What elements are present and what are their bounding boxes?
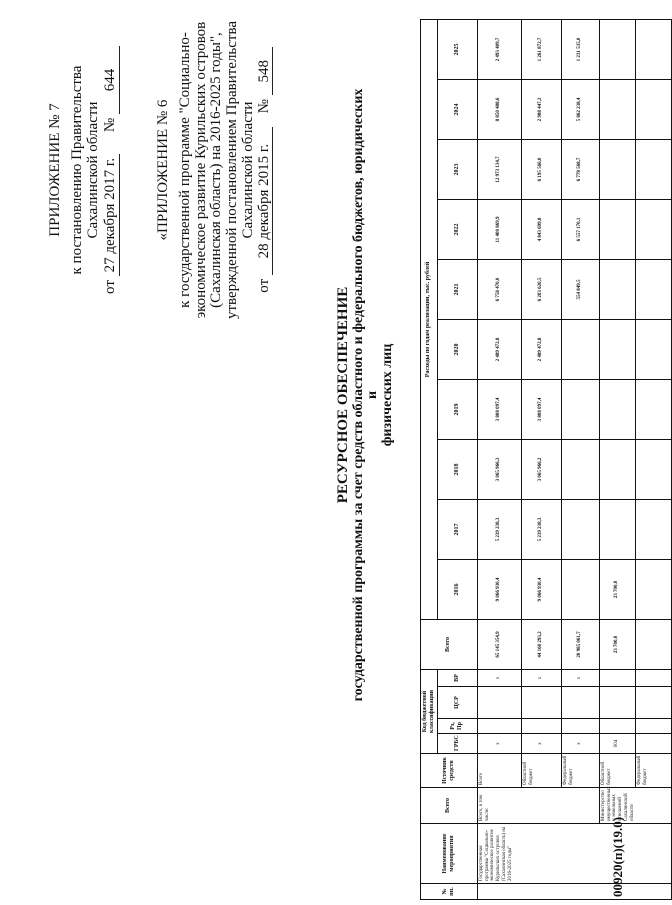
year-value-cell: 6 778 568,7 <box>561 139 599 199</box>
title-line3: физических лиц <box>380 343 396 447</box>
title-line1: РЕСУРСНОЕ ОБЕСПЕЧЕНИЕ <box>335 286 351 504</box>
table-row <box>477 19 521 899</box>
year-value-cell <box>599 319 635 379</box>
grbs-cell <box>635 734 671 754</box>
table-cell <box>635 687 671 719</box>
year-2021: 2021 <box>437 259 477 319</box>
source-cell: Областной бюджет <box>521 754 561 788</box>
year-value-cell <box>635 139 671 199</box>
year-value-cell: 2 489 472,8 <box>477 319 521 379</box>
year-2016: 2016 <box>437 559 477 619</box>
total-cell: 20 985 061,7 <box>561 619 599 669</box>
sub-line2: экономическое развитие Курильских островов <box>192 21 209 319</box>
sub-date-line <box>257 20 274 320</box>
total-cell: 23 700,0 <box>599 619 635 669</box>
year-value-cell <box>635 199 671 259</box>
year-value-cell: 9 066 930,4 <box>521 559 561 619</box>
year-2017: 2017 <box>437 499 477 559</box>
year-value-cell: 554 849,5 <box>561 259 599 319</box>
year-value-cell <box>561 379 599 439</box>
sub-line5: Сахалинской области <box>239 101 256 239</box>
col-budget-code: Код бюджетной классификации <box>421 669 438 753</box>
sub-appendix-title: «ПРИЛОЖЕНИЕ № 6 <box>155 99 171 241</box>
vr-cell: х <box>477 669 521 686</box>
table-cell <box>635 719 671 734</box>
table-cell <box>561 719 599 734</box>
vr-cell <box>599 669 635 686</box>
source-cell: Федеральный бюджет <box>635 754 671 788</box>
sub-from-label: от <box>255 278 272 293</box>
program-name: Государственная программа "Социально-экономическое развитие Курильских островов (Сахалинская область) на 2016-2025 годы" <box>477 824 671 884</box>
year-2023: 2023 <box>437 139 477 199</box>
year-value-cell: 1 231 535,0 <box>561 19 599 79</box>
year-value-cell <box>635 19 671 79</box>
responsible-cell: Министерство имущественных и земельных отношений Сахалинской области <box>599 788 671 824</box>
year-value-cell <box>599 259 635 319</box>
year-value-cell: 5 239 238,3 <box>521 499 561 559</box>
source-cell: Всего <box>477 754 521 788</box>
year-value-cell <box>599 79 635 139</box>
year-value-cell <box>561 319 599 379</box>
source-cell: Федеральный бюджет <box>561 754 599 788</box>
year-value-cell: 11 400 869,9 <box>477 199 521 259</box>
year-2020: 2020 <box>437 319 477 379</box>
sub-date: 28 декабря 2015 г. <box>257 127 274 275</box>
table-cell <box>599 719 635 734</box>
col-responsible: Всего <box>421 788 478 824</box>
region: Сахалинской области <box>84 101 101 239</box>
year-value-cell: 5 239 238,3 <box>477 499 521 559</box>
col-rzpr: Рз, Пр <box>437 719 477 734</box>
vr-cell <box>635 669 671 686</box>
sub-line1: к государственной программе "Социально- <box>176 32 193 308</box>
total-cell <box>635 619 671 669</box>
grbs-cell: х <box>477 734 521 754</box>
year-2024: 2024 <box>437 79 477 139</box>
year-value-cell <box>599 19 635 79</box>
year-value-cell: 2 493 409,7 <box>477 19 521 79</box>
year-value-cell <box>561 439 599 499</box>
year-value-cell: 8 850 488,6 <box>477 79 521 139</box>
year-value-cell <box>635 559 671 619</box>
year-value-cell <box>635 379 671 439</box>
header-row-1 <box>421 19 438 899</box>
year-value-cell <box>561 499 599 559</box>
year-value-cell <box>635 79 671 139</box>
year-value-cell: 6 758 470,0 <box>477 259 521 319</box>
table-cell <box>561 687 599 719</box>
year-value-cell <box>599 379 635 439</box>
year-value-cell: 4 843 699,8 <box>521 199 561 259</box>
year-value-cell: 6 203 620,5 <box>521 259 561 319</box>
sub-line3: (Сахалинская область) на 2016-2025 годы", <box>208 32 225 308</box>
year-2022: 2022 <box>437 199 477 259</box>
year-value-cell <box>599 139 635 199</box>
date-line <box>103 20 120 320</box>
year-2025: 2025 <box>437 19 477 79</box>
table-cell <box>521 719 561 734</box>
grbs-cell: 004 <box>599 734 635 754</box>
grbs-cell: х <box>561 734 599 754</box>
table-body <box>477 19 671 899</box>
to-resolution: к постановлению Правительства <box>68 65 85 275</box>
year-2019: 2019 <box>437 379 477 439</box>
col-source: Источник средств <box>421 754 478 788</box>
year-2018: 2018 <box>437 439 477 499</box>
table-cell <box>521 687 561 719</box>
year-value-cell: 3 065 966,3 <box>477 439 521 499</box>
vr-cell: х <box>521 669 561 686</box>
document-title <box>336 85 396 705</box>
vr-cell: х <box>561 669 599 686</box>
year-value-cell: 12 973 134,7 <box>477 139 521 199</box>
table-cell <box>477 884 671 900</box>
year-value-cell: 23 700,0 <box>599 559 635 619</box>
sub-number: 548 <box>257 47 274 95</box>
number-label: № <box>102 117 119 133</box>
source-cell: Областной бюджет <box>599 754 635 788</box>
table-row <box>561 19 599 899</box>
resource-table <box>420 19 672 900</box>
table-row <box>521 19 561 899</box>
year-value-cell <box>599 499 635 559</box>
from-label: от <box>102 280 119 294</box>
resolution-date: 27 декабря 2017 г. <box>103 154 120 277</box>
document-code: 00920(п)(19.0) <box>610 816 625 897</box>
total-cell: 65 145 354,9 <box>477 619 521 669</box>
sub-line4: утвержденной постановлением Правительства <box>224 20 240 320</box>
year-value-cell: 2 489 472,8 <box>521 319 561 379</box>
resolution-header <box>48 20 120 320</box>
year-value-cell: 3 808 097,4 <box>477 379 521 439</box>
col-vr: ВР <box>437 669 477 686</box>
year-value-cell <box>599 439 635 499</box>
col-csr: ЦСР <box>437 687 477 719</box>
year-value-cell: 9 066 930,4 <box>477 559 521 619</box>
col-name: Наименование мероприятия <box>421 824 478 884</box>
year-value-cell: 6 195 566,0 <box>521 139 561 199</box>
responsible-cell: Всего, в том числе: <box>477 788 599 824</box>
year-value-cell <box>561 559 599 619</box>
year-value-cell: 5 862 238,4 <box>561 79 599 139</box>
col-num: № пп. <box>421 884 478 900</box>
table-cell <box>477 719 521 734</box>
col-total: Всего <box>421 619 478 669</box>
year-value-cell: 3 808 097,4 <box>521 379 561 439</box>
year-value-cell: 3 065 966,2 <box>521 439 561 499</box>
appendix-title: ПРИЛОЖЕНИЕ № 7 <box>47 103 63 237</box>
table-row <box>635 19 671 899</box>
total-cell: 44 160 293,2 <box>521 619 561 669</box>
year-value-cell: 2 988 447,2 <box>521 79 561 139</box>
program-header <box>156 20 273 320</box>
year-value-cell <box>635 319 671 379</box>
table-row <box>599 19 635 899</box>
year-value-cell: 6 557 170,1 <box>561 199 599 259</box>
sub-number-label: № <box>255 99 272 114</box>
year-value-cell <box>635 259 671 319</box>
year-value-cell: 1 261 872,7 <box>521 19 561 79</box>
col-grbs: ГРБС <box>437 734 477 754</box>
table-cell <box>599 687 635 719</box>
year-value-cell <box>635 439 671 499</box>
title-line2: государственной программы за счет средств областного и федерального бюджетов, юридических и <box>350 88 381 702</box>
resolution-number: 644 <box>103 46 120 114</box>
table-cell <box>477 687 521 719</box>
year-value-cell <box>635 499 671 559</box>
col-expenses: Расходы по годам реализации, тыс. рублей <box>421 19 438 619</box>
year-value-cell <box>599 199 635 259</box>
grbs-cell: х <box>521 734 561 754</box>
